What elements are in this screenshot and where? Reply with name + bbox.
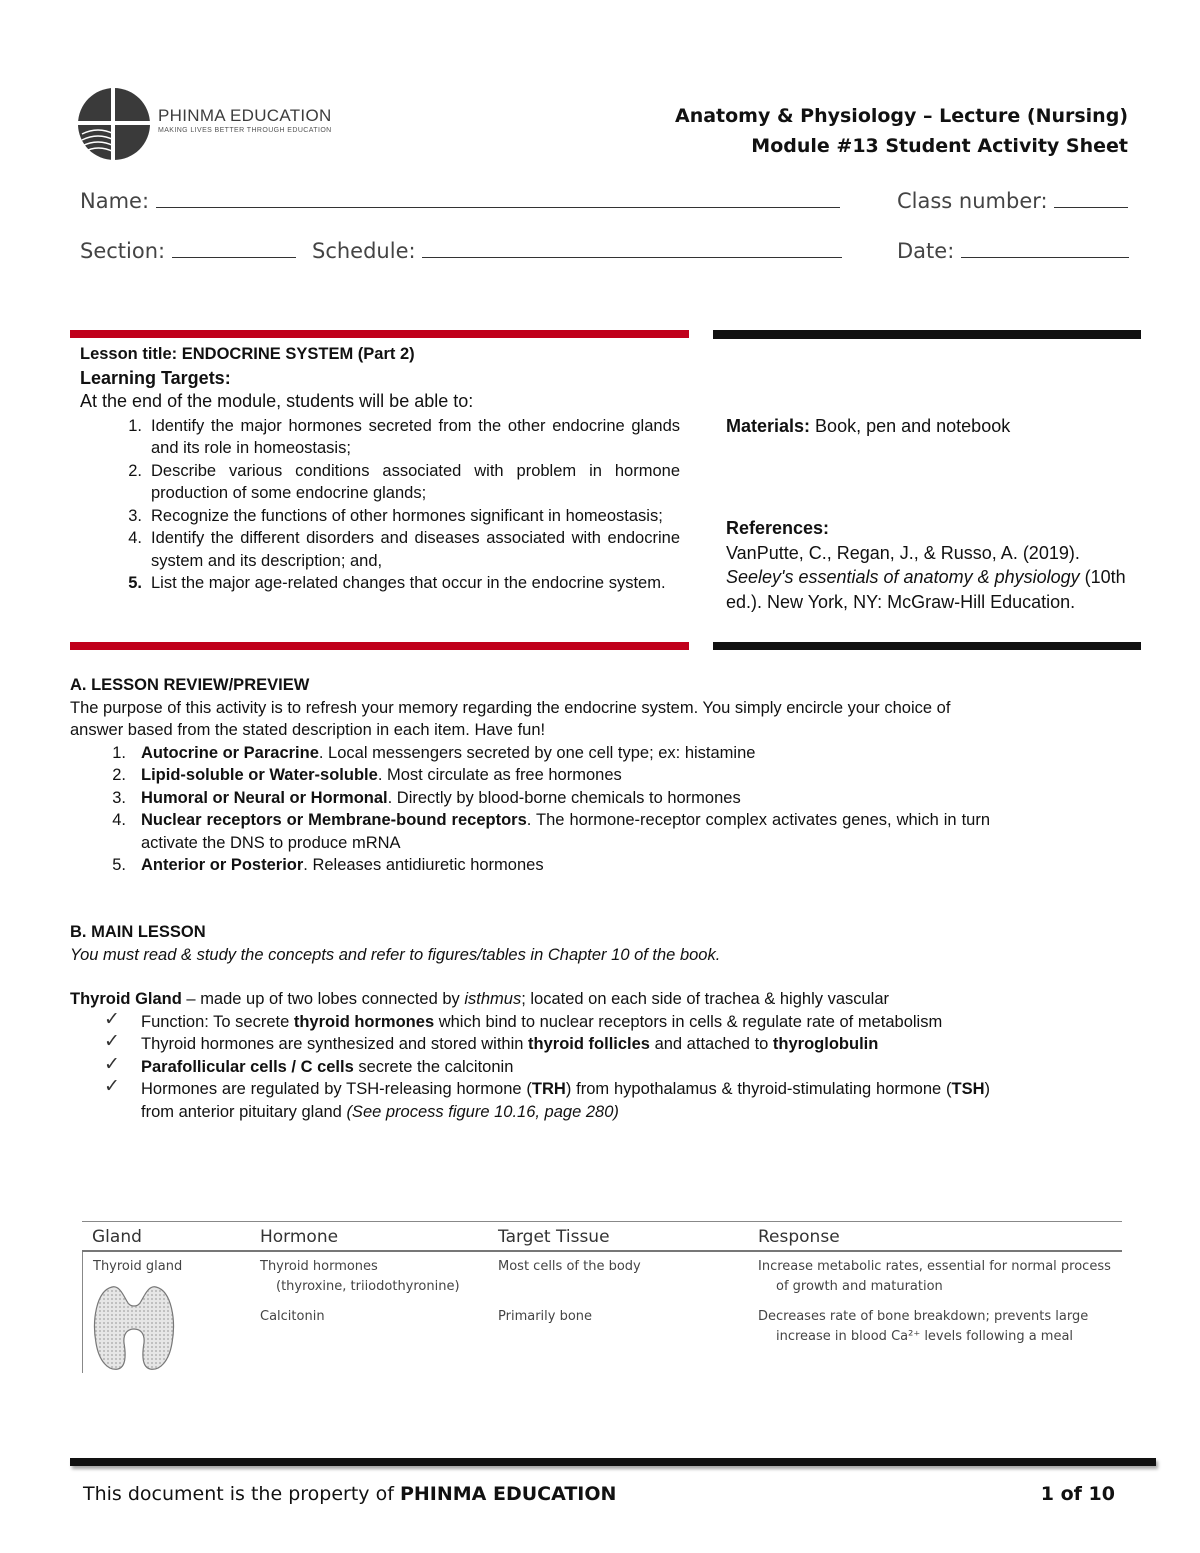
schedule-blank[interactable] — [422, 235, 842, 258]
table-row: Thyroid hormones (thyroxine, triiodothyronine) — [260, 1259, 460, 1294]
list-item: 1. Identify the major hormones secreted from the other endocrine glands and its role in homeostasis; — [128, 416, 680, 457]
list-item: 1. Autocrine or Paracrine. Local messengers secreted by one cell type; ex: histamine — [112, 743, 756, 762]
table-left-border — [82, 1252, 83, 1373]
materials-label: Materials: — [726, 416, 811, 436]
list-item: 5. Anterior or Posterior. Releases antidiuretic hormones — [112, 856, 544, 874]
check-icon: ✓ — [104, 1053, 120, 1075]
lesson-box — [80, 343, 680, 595]
class-number-field[interactable] — [897, 185, 1128, 213]
list-item: ✓ Function: To secrete thyroid hormones which bind to nuclear receptors in cells & regulate rate of metabolism — [104, 1008, 943, 1031]
section-a-intro: The purpose of this activity is to refresh your memory regarding the endocrine system. You simply encircle your choice of answer based from the stated description in each item. Have fun! — [70, 698, 951, 739]
reference-entry: VanPutte, C., Regan, J., & Russo, A. (2019). Seeley's essentials of anatomy & physiology (10th ed.). New York, NY: McGraw-Hill Education. — [726, 542, 1126, 612]
table-top-border — [82, 1221, 1122, 1222]
table-cell-response: Decreases rate of bone breakdown; prevents large increase in blood Ca²⁺ levels following a meal — [758, 1309, 1089, 1344]
learning-targets-intro: At the end of the module, students will be able to: — [80, 391, 474, 411]
right-bottom-divider — [713, 642, 1141, 650]
list-item: 5. List the major age-related changes that occur in the endocrine system. — [128, 574, 666, 592]
section-blank[interactable] — [172, 235, 296, 258]
section-a-heading: A. LESSON REVIEW/PREVIEW — [70, 676, 310, 694]
list-item: ✓ Hormones are regulated by TSH-releasing hormone (TRH) from hypothalamus & thyroid-stimulating hormone (TSH) from anterior pituitary gland (See process figure 10.16, page 280) — [104, 1076, 990, 1121]
phinma-logo — [74, 84, 334, 162]
table-header-hormone: Hormone — [260, 1227, 339, 1247]
list-item: 4. Nuclear receptors or Membrane-bound receptors. The hormone-receptor complex activates genes, which in turn activate the DNS to produce mRNA — [112, 811, 991, 852]
section-field[interactable] — [80, 235, 296, 263]
list-item: 4. Identify the different disorders and diseases associated with endocrine system and its description; and, — [128, 529, 680, 570]
list-item: ✓ Parafollicular cells / C cells secrete the calcitonin — [104, 1053, 514, 1076]
references-label: References: — [726, 518, 830, 538]
left-bottom-divider — [70, 642, 689, 650]
date-field[interactable] — [897, 235, 1129, 263]
lesson-review-section — [70, 674, 990, 877]
list-item: 3. Recognize the functions of other hormones significant in homeostasis; — [128, 506, 663, 525]
list-item: 3. Humoral or Neural or Hormonal. Directly by blood-borne chemicals to hormones — [112, 788, 741, 807]
table-header-target: Target Tissue — [498, 1227, 610, 1247]
footer-divider — [70, 1458, 1156, 1466]
name-field[interactable] — [80, 185, 840, 213]
table-cell-response: Increase metabolic rates, essential for normal process of growth and maturation — [758, 1259, 1111, 1294]
section-label: Section: — [80, 239, 166, 263]
table-cell-target: Primarily bone — [498, 1309, 593, 1324]
check-icon: ✓ — [104, 1031, 120, 1052]
logo-name: PHINMA EDUCATION — [158, 106, 332, 125]
references — [726, 516, 1146, 614]
lesson-title: Lesson title: ENDOCRINE SYSTEM (Part 2) — [80, 345, 415, 363]
page-number: 1 of 10 — [1040, 1483, 1115, 1505]
table-header-gland: Gland — [92, 1227, 142, 1247]
check-icon: ✓ — [104, 1008, 120, 1030]
phinma-logo-icon — [74, 84, 154, 162]
date-blank[interactable] — [961, 235, 1129, 258]
schedule-field[interactable] — [312, 235, 842, 263]
materials-text: Book, pen and notebook — [810, 416, 1011, 436]
class-number-blank[interactable] — [1054, 185, 1128, 208]
class-number-label: Class number: — [897, 189, 1048, 213]
date-label: Date: — [897, 239, 955, 263]
table-cell-target: Most cells of the body — [498, 1259, 641, 1274]
thyroid-description: Thyroid Gland – made up of two lobes connected by isthmus; located on each side of trachea & highly vascular — [70, 990, 890, 1008]
materials — [726, 416, 1010, 437]
table-row: Calcitonin — [260, 1309, 325, 1324]
title-line-2: Module #13 Student Activity Sheet — [751, 135, 1128, 157]
footer-ownership: This document is the property of PHINMA EDUCATION — [83, 1483, 617, 1505]
thyroid-points — [70, 1008, 990, 1124]
section-b-heading: B. MAIN LESSON — [70, 923, 206, 941]
learning-targets-list — [80, 415, 680, 595]
list-item: 2. Lipid-soluble or Water-soluble. Most circulate as free hormones — [112, 766, 622, 784]
learning-targets-heading: Learning Targets: — [80, 367, 231, 388]
list-item: ✓ Thyroid hormones are synthesized and stored within thyroid follicles and attached to thyroglobulin — [104, 1031, 879, 1053]
check-icon: ✓ — [104, 1076, 120, 1097]
logo-tagline: MAKING LIVES BETTER THROUGH EDUCATION — [158, 127, 332, 134]
right-top-divider — [713, 330, 1141, 339]
name-blank[interactable] — [156, 185, 840, 208]
table-cell-gland: Thyroid gland — [93, 1259, 183, 1274]
section-b-instruction: You must read & study the concepts and refer to figures/tables in Chapter 10 of the book. — [70, 945, 721, 964]
list-item: 2. Describe various conditions associated with problem in hormone production of some endocrine glands; — [128, 461, 680, 502]
document-title — [675, 101, 1128, 161]
main-lesson-section — [70, 921, 990, 1123]
hormone-table — [82, 1219, 1122, 1375]
title-line-1: Anatomy & Physiology – Lecture (Nursing) — [674, 105, 1128, 127]
thyroid-gland-illustration — [90, 1281, 178, 1373]
schedule-label: Schedule: — [312, 239, 416, 263]
left-top-divider — [70, 330, 689, 338]
table-header-border — [82, 1250, 1122, 1252]
table-header-response: Response — [758, 1227, 840, 1247]
review-list — [70, 742, 990, 877]
name-label: Name: — [80, 189, 150, 213]
